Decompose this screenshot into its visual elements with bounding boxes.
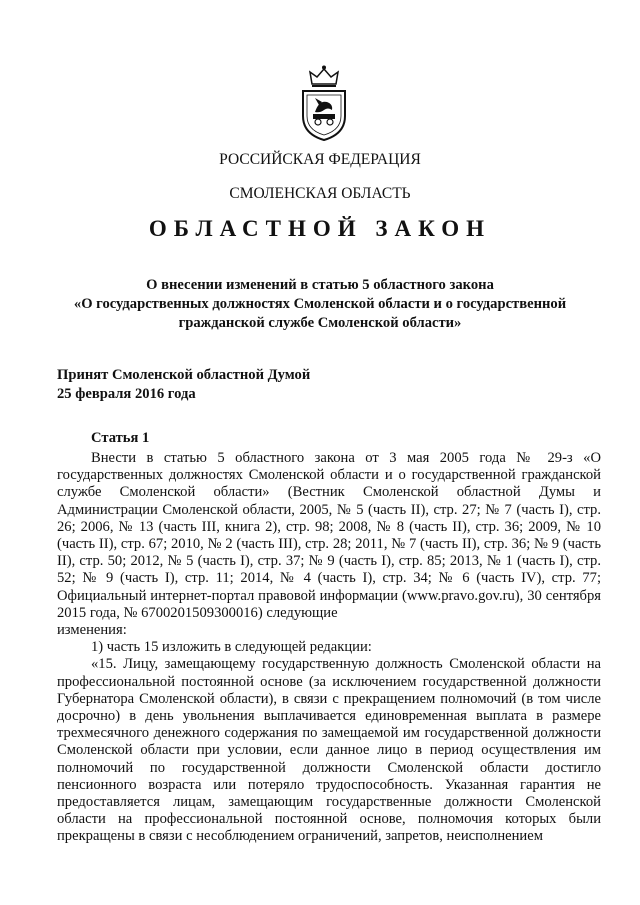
law-title-line: гражданской службе Смоленской области»	[178, 315, 462, 331]
article-intro-paragraph: Внести в статью 5 областного закона от 3 мая 2005 года № 29-з «О государственных должностях Смоленской области и о государственной гражданской службе Смоленской области» (Вестник Смоленской областной Думы и Администрации Смоленской области, 2005, № 5 (часть II), стр. 27; № 7 (часть I), стр. 26; 2006, № 13 (часть III, книга 2), стр. 98; 2008, № 8 (часть II), стр. 36; 2009, № 10 (часть II), стр. 67; 2010, № 2 (часть III), стр. 28; 2011, № 7 (часть II), стр. 36; № 9 (часть II), стр. 50; 2012, № 5 (часть I), стр. 37; № 9 (часть I), стр. 85; 2013, № 1 (часть I), стр. 52; № 9 (часть I), стр. 11; 2014, № 4 (часть I), стр. 34; № 6 (часть IV), стр. 77; Официальный интернет-портал правовой информации (www.pravo.gov.ru), 30 сентября 2015 года, № 6700201509300016) следующие	[57, 450, 601, 621]
article-intro-end: изменения:	[57, 622, 127, 639]
adoption-note	[57, 366, 310, 404]
article-item: 1) часть 15 изложить в следующей редакции:	[91, 639, 372, 656]
law-title-line: «О государственных должностях Смоленской области и о государственной	[73, 296, 567, 312]
law-title-line: О внесении изменений в статью 5 областного закона	[146, 277, 494, 293]
region-name: СМОЛЕНСКАЯ ОБЛАСТЬ	[229, 185, 411, 202]
article-body	[57, 450, 601, 846]
country-name: РОССИЙСКАЯ ФЕДЕРАЦИЯ	[219, 151, 421, 168]
quoted-amendment-paragraph: «15. Лицу, замещающему государственную должность Смоленской области на профессиональной постоянной основе (за исключением государственной должности Губернатора Смоленской области), в связи с прекращением полномочий (в том числе досрочно) в день увольнения выплачивается единовременная выплата в размере трехмесячного денежного содержания по замещаемой им государственной должности Смоленской области при условии, если данное лицо в период осуществления им полномочий по государственной должности Смоленской области достигло пенсионного возраста или потеряло трудоспособность. Указанная гарантия не предоставляется лицам, замещающим государственные должности Смоленской области на профессиональной постоянной основе, полномочия которых были прекращены в связи с несоблюдением ограничений, запретов, неисполнением	[57, 656, 601, 845]
smolensk-coat-of-arms-icon	[297, 64, 351, 142]
law-title	[0, 276, 640, 333]
adoption-body: Принят Смоленской областной Думой	[57, 367, 311, 383]
article-heading: Статья 1	[91, 430, 150, 446]
adoption-date: 25 февраля 2016 года	[57, 386, 196, 402]
document-type-heading: ОБЛАСТНОЙ ЗАКОН	[148, 216, 492, 241]
